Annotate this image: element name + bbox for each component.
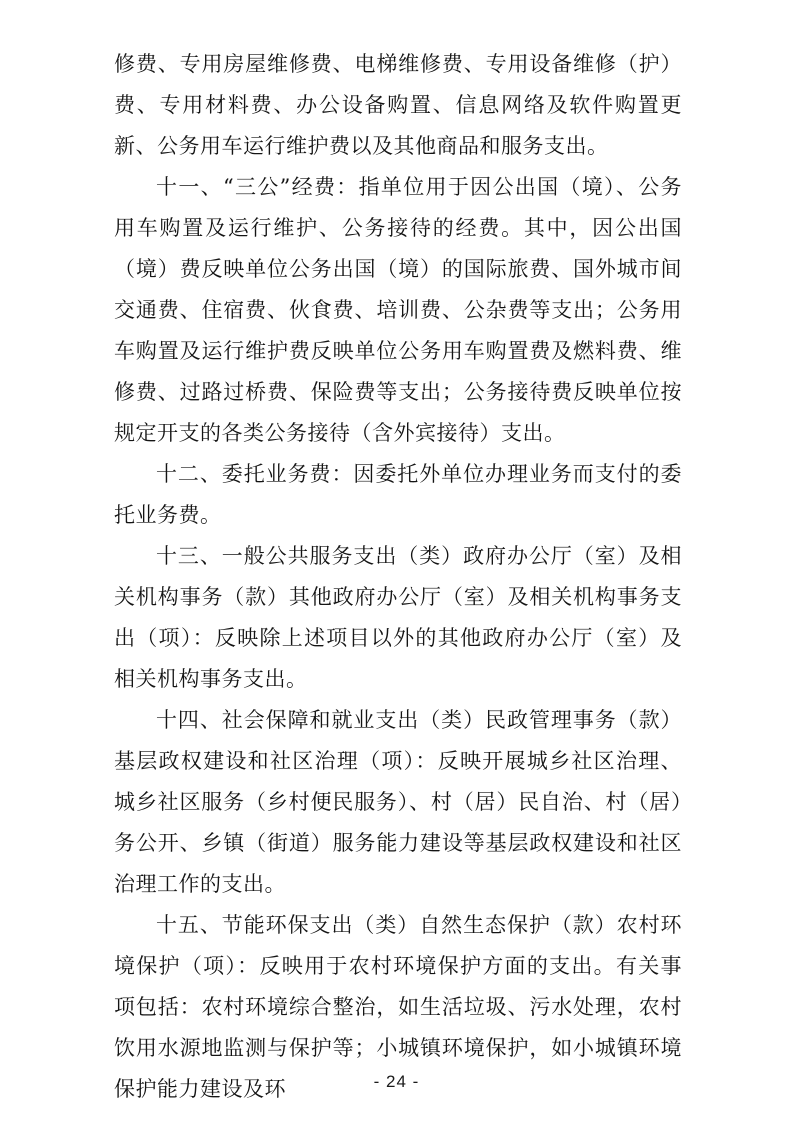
paragraph-item-11: 十一、“三公”经费：指单位用于因公出国（境）、公务用车购置及运行维护、公务接待的经费。其中，因公出国（境）费反映单位公务出国（境）的国际旅费、国外城市间交通费、住宿费、伙食费、培训费、公杂费等支出；公务用车购置及运行维护费反映单位公务用车购置费及燃料费、维修费、过路过桥费、保险费等支出；公务接待费反映单位按规定开支的各类公务接待（含外宾接待）支出。 (114, 175, 682, 445)
paragraph-item-14: 十四、社会保障和就业支出（类）民政管理事务（款）基层政权建设和社区治理（项）：反映开展城乡社区治理、城乡社区服务（乡村便民服务）、村（居）民自治、村（居）务公开、乡镇（街道）服务能力建设等基层政权建设和社区治理工作的支出。 (114, 708, 682, 896)
page-number: - 24 - (373, 1072, 420, 1091)
document-body (114, 44, 682, 1110)
paragraph-item-15: 十五、节能环保支出（类）自然生态保护（款）农村环境保护（项）：反映用于农村环境保护方面的支出。有关事项包括：农村环境综合整治，如生活垃圾、污水处理，农村饮用水源地监测与保护等；小城镇环境保护，如小城镇环境保护能力建设及环 (114, 913, 682, 1101)
paragraph-item-12: 十二、委托业务费：因委托外单位办理业务而支付的委托业务费。 (114, 462, 682, 527)
paragraph-item-13: 十三、一般公共服务支出（类）政府办公厅（室）及相关机构事务（款）其他政府办公厅（室）及相关机构事务支出（项）：反映除上述项目以外的其他政府办公厅（室）及相关机构事务支出。 (114, 544, 682, 691)
page-footer (0, 1072, 793, 1092)
paragraph-continuation: 修费、专用房屋维修费、电梯维修费、专用设备维修（护）费、专用材料费、办公设备购置、信息网络及软件购置更新、公务用车运行维护费以及其他商品和服务支出。 (114, 52, 682, 158)
